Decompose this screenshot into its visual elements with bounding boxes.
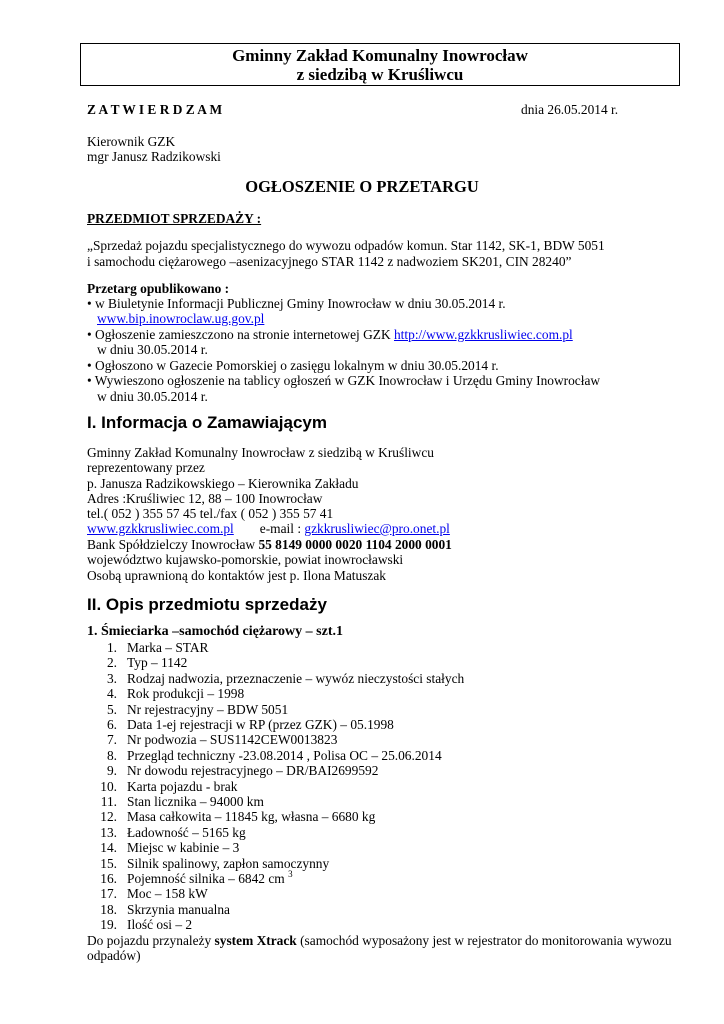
list-item-text: Typ – 1142 [127,655,188,671]
approval-date: dnia 26.05.2014 r. [521,102,619,117]
footer-bold: system Xtrack [214,933,297,948]
published-bullet-1: • w Biuletynie Informacji Publicznej Gminy Inowrocław w dniu 30.05.2014 r. [87,296,506,311]
subject-line-2: i samochodu ciężarowego –asenizacyjnego STAR 1142 z nadwoziem SK201, CIN 28240” [87,254,572,269]
header-box [80,43,680,86]
list-item-number: 13. [100,824,117,840]
list-item-text: Masa całkowita – 11845 kg, własna – 6680 kg [127,809,376,825]
list-item-number: 1. [106,640,117,655]
section-1-contact-line [87,521,450,537]
list-item-number: 7. [106,732,117,748]
list-item-text: Miejsc w kabinie – 3 [127,840,240,856]
list-item-text: Moc – 158 kW [127,886,208,902]
section-1-heading: I. Informacja o Zamawiającym [87,413,327,432]
list-item-number: 14. [100,840,117,856]
section-1-line-3: p. Janusza Radzikowskiego – Kierownika Zakładu [87,476,359,491]
email-link[interactable]: gzkkrusliwiec@pro.onet.pl [304,521,450,536]
section-2-footer [87,933,672,949]
list-item [87,779,237,795]
list-item-superscript: 3 [288,869,293,879]
list-item-number: 9. [106,763,117,779]
email-label: e-mail : [259,521,305,536]
list-item-number: 2. [106,655,117,671]
list-item-text: Pojemność silnika – 6842 cm [127,871,289,886]
section-1-line-2: reprezentowany przez [87,460,205,475]
list-item-text: Ładowność – 5165 kg [127,824,246,840]
section-1-address: Adres :Kruśliwiec 12, 88 – 100 Inowrocław [87,491,323,506]
list-item-number: 17. [100,886,117,902]
list-item-number: 15. [100,855,117,871]
section-2-heading: II. Opis przedmiotu sprzedaży [87,595,327,614]
list-item [87,702,288,718]
list-item-number: 19. [100,917,117,933]
list-item-text: Data 1-ej rejestracji w RP (przez GZK) – 05.1998 [127,717,394,732]
list-item [87,871,293,887]
list-item-number: 8. [106,747,117,763]
list-item-number: 6. [106,717,117,732]
approval-person: mgr Janusz Radzikowski [87,149,221,164]
list-item-text: Skrzynia manualna [127,901,230,917]
section-2-subheading: 1. Śmieciarka –samochód ciężarowy – szt.1 [87,624,343,639]
list-item [87,686,244,702]
published-bullet-4: • Wywieszono ogłoszenie na tablicy ogłoszeń w GZK Inowrocław i Urzędu Gminy Inowrocław [87,373,601,388]
list-item [87,748,442,764]
list-item [87,886,208,902]
header-line-1: Gminny Zakład Komunalny Inowrocław [232,46,528,65]
www-link[interactable]: www.gzkkrusliwiec.com.pl [87,521,234,536]
section-1-bank [87,537,452,553]
footer-post: (samochód wyposażony jest w rejestrator do monitorowania wywozu [296,933,672,948]
list-item-number: 5. [106,701,117,717]
list-item-text: Rok produkcji – 1998 [127,686,245,702]
section-1-line-1: Gminny Zakład Komunalny Inowrocław z siedzibą w Kruśliwcu [87,445,434,460]
subject-label: PRZEDMIOT SPRZEDAŻY : [87,211,262,226]
list-item [87,640,209,656]
list-item [87,917,192,933]
list-item-text: Rodzaj nadwozia, przeznaczenie – wywóz nieczystości stałych [127,670,465,686]
published-bullet-4-cont: w dniu 30.05.2014 r. [97,389,208,404]
footer-pre: Do pojazdu przynależy [87,933,215,948]
list-item-text: Silnik spalinowy, zapłon samoczynny [127,855,330,871]
list-item [87,794,264,810]
list-item-number: 10. [100,778,117,794]
list-item-number: 16. [100,871,117,886]
list-item-text: Nr dowodu rejestracyjnego – DR/BAI2699592 [127,763,379,779]
list-item [87,825,246,841]
list-item [87,902,230,918]
list-item-number: 11. [100,794,117,809]
list-item [87,671,464,687]
list-item-text: Nr rejestracyjny – BDW 5051 [127,701,289,717]
list-item-text: Przegląd techniczny -23.08.2014 , Polisa OC – 25.06.2014 [127,747,442,763]
subject-line-1: „Sprzedaż pojazdu specjalistycznego do wywozu odpadów komun. Star 1142, SK-1, BDW 5051 [87,238,605,253]
list-item-number: 4. [106,686,117,702]
section-1-phone: tel.( 052 ) 355 57 45 tel./fax ( 052 ) 355 57 41 [87,506,334,521]
section-1-region: województwo kujawsko-pomorskie, powiat inowrocławski [87,552,404,567]
list-item [87,655,187,671]
gzk-website-link[interactable]: http://www.gzkkrusliwiec.com.pl [393,327,573,342]
list-item-text: Ilość osi – 2 [127,917,193,933]
list-item-text: Stan licznika – 94000 km [127,794,264,809]
list-item-text: Karta pojazdu - brak [127,778,238,794]
list-item-number: 3. [106,670,117,686]
page-title: OGŁOSZENIE O PRZETARGU [245,177,479,196]
bank-account: 55 8149 0000 0020 1104 2000 0001 [258,537,452,552]
published-bullet-2-text: • Ogłoszenie zamieszczono na stronie internetowej GZK [87,327,394,342]
list-item [87,763,378,779]
header-line-2: z siedzibą w Kruśliwcu [296,65,464,84]
list-item [87,732,337,748]
list-item [87,840,239,856]
list-item-number: 12. [100,809,117,825]
published-label: Przetarg opublikowano : [87,281,230,296]
approval-label: Z A T W I E R D Z A M [87,102,223,117]
approval-role: Kierownik GZK [87,134,176,149]
published-bullet-3: • Ogłoszono w Gazecie Pomorskiej o zasięgu lokalnym w dniu 30.05.2014 r. [87,358,499,373]
list-item-text: Marka – STAR [127,640,209,655]
list-item-text: Nr podwozia – SUS1142CEW0013823 [127,732,338,748]
list-item-number: 18. [100,901,117,917]
list-item [87,717,394,733]
section-1-contact-person: Osobą uprawnioną do kontaktów jest p. Ilona Matuszak [87,568,386,583]
published-bullet-2 [87,327,573,343]
published-bullet-2-cont: w dniu 30.05.2014 r. [97,342,208,357]
bip-link[interactable]: www.bip.inowroclaw.ug.gov.pl [97,311,265,326]
list-item [87,809,375,825]
bank-label: Bank Spółdzielczy Inowrocław [87,537,259,552]
section-2-footer-cont: odpadów) [87,948,141,963]
